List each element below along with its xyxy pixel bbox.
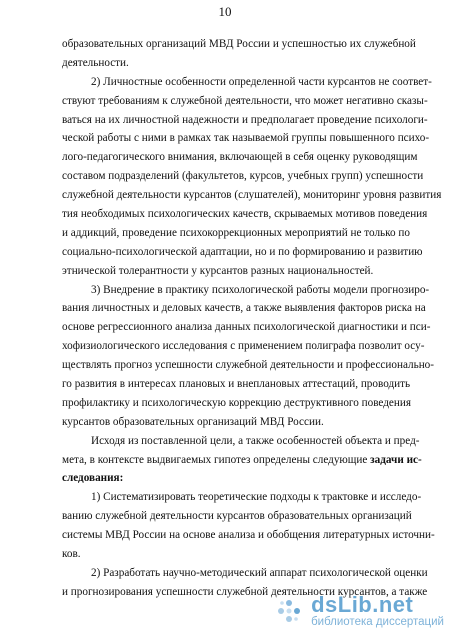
text-line (62, 318, 431, 337)
text-line (62, 394, 412, 413)
text-line-content: тия необходимых психологических качеств, скрываемых мотивов поведения (62, 208, 428, 221)
text-line-content: профилактику и психологическую коррекцию деструктивного поведения (62, 396, 412, 409)
text-line (62, 243, 423, 262)
text-line (62, 262, 390, 281)
watermark-subtitle: библиотека диссертаций (311, 615, 444, 628)
text-line (62, 337, 425, 356)
text-line-content: мета, в контексте выдвигаемых гипотез определены следующие (62, 453, 371, 466)
text-line (62, 469, 390, 488)
text-line-content: и прогнозирования успешности служебной деятельности курсантов, а также (62, 585, 428, 598)
watermark-brand: dsLib.net (311, 591, 414, 617)
text-line (62, 73, 432, 92)
text-line (62, 526, 435, 545)
text-line-content: служебной деятельности курсантов (слушателей), мониторинг уровня развития (62, 189, 442, 202)
text-line (62, 54, 390, 73)
dslib-logo-icon (271, 593, 307, 629)
text-line (62, 451, 422, 470)
text-line-content: ванию служебной деятельности курсантов образовательных организаций (62, 510, 412, 523)
bold-text: следования: (62, 472, 124, 485)
text-line (62, 35, 416, 54)
text-line-content: 2) Личностные особенности определенной части курсантов не соответ- (91, 75, 432, 88)
text-line-content: лого-педагогического внимания, включающей в себя оценку руководящим (62, 151, 418, 164)
text-line (62, 205, 428, 224)
text-line (62, 167, 424, 186)
text-line-content: курсантов образовательных организаций МВД России. (62, 415, 324, 428)
watermark (271, 591, 444, 631)
text-line-content: ствуют требованиям к служебной деятельности, что может негативно сказы- (62, 94, 428, 107)
text-line-content: ществлять прогноз успешности служебной деятельности и профессионально- (62, 359, 434, 372)
text-line (62, 129, 430, 148)
text-line-content: го развития в интересах плановых и внеплановых аттестаций, проводить (62, 378, 411, 391)
text-line (62, 356, 434, 375)
text-line-content: Исходя из поставленной цели, а также особенностей объекта и пред- (91, 434, 420, 447)
text-line-content: основе регрессионного анализа данных психологической диагностики и пси- (62, 321, 431, 334)
bold-text: задачи ис- (370, 453, 422, 466)
text-line (62, 545, 390, 564)
text-line-content: 2) Разработать научно-методический аппарат психологической оценки (91, 566, 428, 579)
text-line (62, 299, 426, 318)
text-line (62, 413, 390, 432)
text-line-content: образовательных организаций МВД России и успешностью их служебной (62, 38, 416, 50)
text-line-content: 3) Внедрение в практику психологической работы модели прогнозиро- (91, 283, 430, 296)
text-line-content: составом подразделений (факультетов, курсов, учебных групп) успешности (62, 170, 424, 183)
text-line-content: хофизиологического исследования с применением полиграфа позволит осу- (62, 340, 425, 353)
text-line (62, 281, 430, 300)
body-text (62, 35, 442, 602)
text-line (62, 92, 428, 111)
text-line-content: ваться на их личностной надежности и предполагает проведение психологи- (62, 113, 428, 126)
text-line-content: системы МВД России на основе анализа и обобщения литературных источни- (62, 529, 435, 542)
text-line (62, 507, 412, 526)
text-line (62, 432, 420, 451)
text-line-content: ков. (62, 548, 81, 561)
text-line-content: ческой работы с ними в рамках так называемой группы повышенного психо- (62, 132, 430, 145)
text-line-content: вания личностных и деловых качеств, а также выявления факторов риска на (62, 302, 426, 315)
text-line (62, 111, 428, 130)
text-line (62, 375, 411, 394)
text-line-content: деятельности. (62, 56, 129, 69)
text-line (62, 186, 442, 205)
text-line-content: этнической толерантности у курсантов разных национальностей. (62, 264, 374, 277)
text-line-content: социально-психологической адаптации, но и по формированию и развитию (62, 245, 423, 258)
text-line-content: 1) Систематизировать теоретические подходы к трактовке и исследо- (91, 491, 422, 504)
text-line (62, 148, 418, 167)
text-line-content: и аддикций, проведение психокоррекционных мероприятий не только по (62, 226, 410, 239)
text-line (62, 564, 428, 583)
text-line (62, 224, 410, 243)
text-line (62, 488, 422, 507)
page-number: 10 (218, 4, 232, 19)
